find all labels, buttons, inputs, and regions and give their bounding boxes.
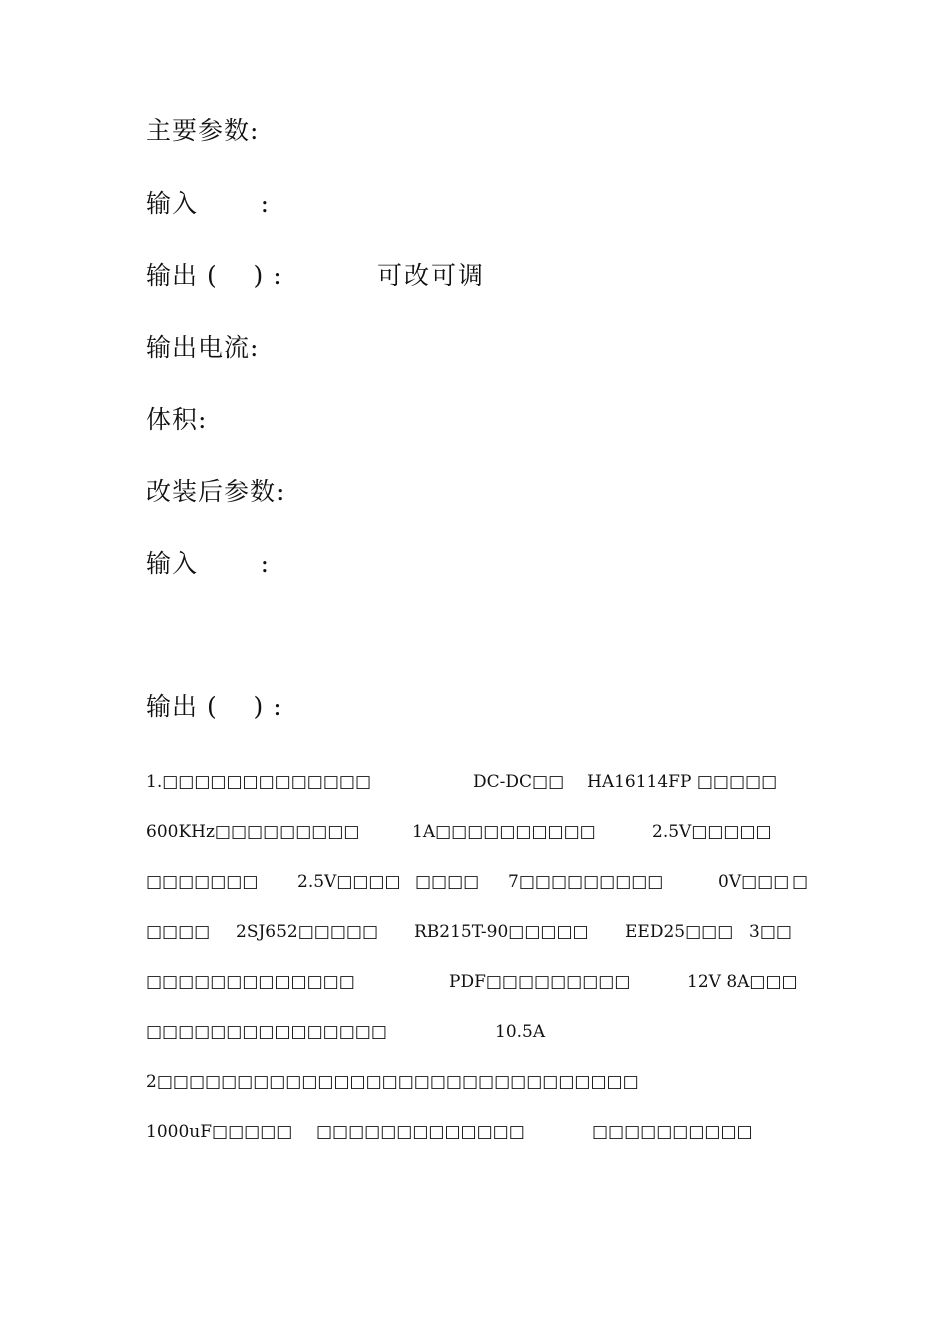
modified-input-label: 输入 :: [146, 549, 271, 578]
paragraph-line: [146, 819, 836, 845]
volume-label: 体积:: [146, 405, 208, 434]
text-run: 12V 8A□□□: [687, 972, 798, 992]
paragraph-line: [146, 1019, 836, 1045]
text-run: 10.5A: [495, 1022, 546, 1042]
text-run: □□□□□□□□□□□□□: [316, 1122, 525, 1142]
main-params-heading: 主要参数:: [146, 116, 260, 145]
text-run: 0V□□□: [718, 872, 790, 892]
text-run: □□□□□□□□□□□□□□□: [146, 1022, 387, 1042]
paragraph-line: [146, 869, 836, 895]
text-run: 2.5V□□□□□: [652, 822, 772, 842]
output-current-label: 输出电流:: [146, 333, 260, 362]
paragraph-line: [146, 1069, 836, 1095]
input-label: 输入 :: [146, 189, 271, 218]
text-run: RB215T-90□□□□□: [414, 922, 589, 942]
text-run: PDF□□□□□□□□□: [449, 972, 631, 992]
text-run: 2□□□□□□□□□□□□□□□□□□□□□□□□□□□□□□: [146, 1072, 639, 1092]
text-run: □□□□□□□□□□□□□: [146, 972, 355, 992]
text-run: HA16114FP □□□□□: [587, 772, 778, 792]
text-run: 1000uF□□□□□: [146, 1122, 293, 1142]
text-run: 1A□□□□□□□□□□: [412, 822, 596, 842]
paragraph-line: [146, 919, 836, 945]
text-run: □□□□: [146, 922, 211, 942]
text-run: 600KHz□□□□□□□□□: [146, 822, 360, 842]
text-run: 1.□□□□□□□□□□□□□: [146, 772, 372, 792]
output-label: 输出 ( ) :: [146, 261, 283, 290]
text-run: □□□□□□□□□□: [592, 1122, 753, 1142]
paragraph-line: [146, 1119, 836, 1145]
paragraph-line: [146, 969, 836, 995]
modified-output-label: 输出 ( ) :: [146, 692, 283, 721]
text-run: 3□□: [749, 922, 792, 942]
output-adjustable-note: 可改可调: [377, 261, 486, 290]
text-run: DC-DC□□: [473, 772, 565, 792]
text-run: 7□□□□□□□□□: [508, 872, 664, 892]
text-run: □: [792, 872, 809, 892]
text-run: 2SJ652□□□□□: [236, 922, 379, 942]
paragraph-line: [146, 769, 836, 795]
text-run: □□□□: [415, 872, 480, 892]
text-run: EED25□□□: [625, 922, 734, 942]
text-run: □□□□□□□: [146, 872, 259, 892]
modified-params-heading: 改装后参数:: [146, 477, 286, 506]
text-run: 2.5V□□□□: [297, 872, 401, 892]
